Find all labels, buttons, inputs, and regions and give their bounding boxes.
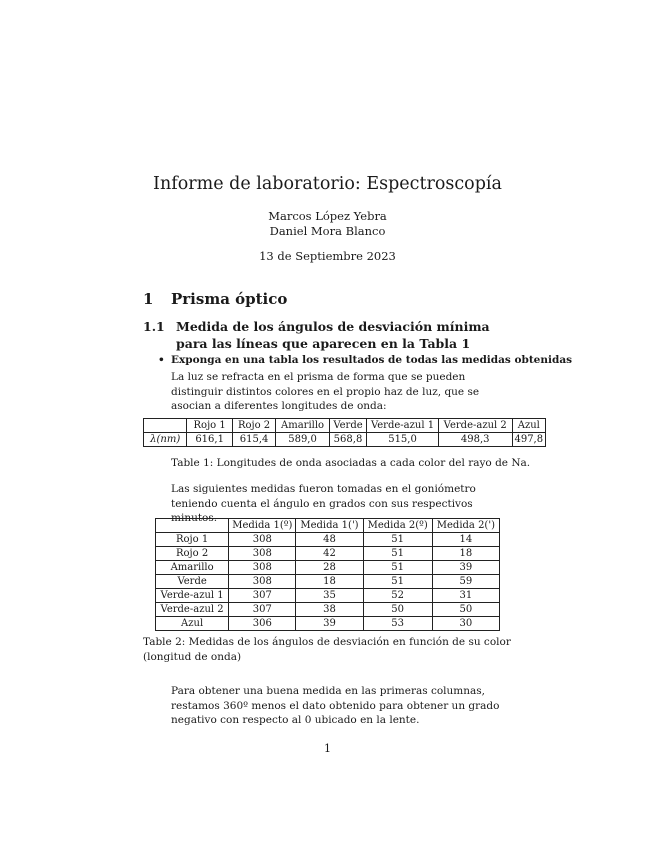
table-row: [156, 575, 500, 589]
table-cell: 28: [296, 561, 363, 575]
table-header-cell: Medida 2(º): [363, 519, 432, 533]
table-cell: 307: [229, 589, 296, 603]
table-cell: 42: [296, 547, 363, 561]
table-cell: 616,1: [187, 433, 232, 447]
table-header-cell: Verde-azul 1: [367, 419, 439, 433]
table-cell: Rojo 1: [156, 533, 229, 547]
table-header-cell: Rojo 1: [187, 419, 232, 433]
table-row-label: λ(nm): [144, 433, 187, 447]
table-header-cell: Medida 1(º): [229, 519, 296, 533]
table-cell: Amarillo: [156, 561, 229, 575]
table-row: [156, 617, 500, 631]
table-cell: 50: [363, 603, 432, 617]
bullet-item: [158, 354, 572, 366]
table-cell: 589,0: [276, 433, 330, 447]
table-cell: Verde-azul 2: [156, 603, 229, 617]
table-cell: 35: [296, 589, 363, 603]
author-2: Daniel Mora Blanco: [269, 224, 386, 238]
table-cell: Azul: [156, 617, 229, 631]
table-header-cell: Medida 2('): [432, 519, 499, 533]
table-cell: 308: [229, 533, 296, 547]
table-cell: 515,0: [367, 433, 439, 447]
table-cell: 59: [432, 575, 499, 589]
table-cell: 51: [363, 575, 432, 589]
table-cell: 498,3: [438, 433, 512, 447]
table-cell: 39: [432, 561, 499, 575]
table-cell: Verde: [156, 575, 229, 589]
intro-paragraph: La luz se refracta en el prisma de forma que se pueden distinguir distintos colores en el propio haz de luz, que se asocian a diferentes longitudes de onda:: [171, 371, 480, 413]
table-header-cell: [144, 419, 187, 433]
table-cell: 306: [229, 617, 296, 631]
table-header-cell: Verde: [329, 419, 366, 433]
table-row: [156, 561, 500, 575]
table-cell: 497,8: [512, 433, 545, 447]
table-cell: 51: [363, 533, 432, 547]
bullet-icon: •: [158, 354, 165, 366]
table-header-cell: Amarillo: [276, 419, 330, 433]
table-cell: 51: [363, 547, 432, 561]
table-cell: 308: [229, 547, 296, 561]
table-row: [156, 603, 500, 617]
section-heading: [143, 290, 287, 308]
table-cell: 18: [296, 575, 363, 589]
table-angles: [155, 518, 500, 631]
page-number: 1: [324, 742, 331, 755]
table-cell: 38: [296, 603, 363, 617]
table-cell: 48: [296, 533, 363, 547]
subsection-heading: [143, 318, 521, 352]
table-cell: 308: [229, 575, 296, 589]
final-paragraph: Para obtener una buena medida en las primeras columnas, restamos 360º menos el dato obtenido para obtener un grado negativo con respecto al 0 ubicado en la lente.: [171, 685, 500, 727]
table-cell: 308: [229, 561, 296, 575]
table-cell: 18: [432, 547, 499, 561]
table-cell: 30: [432, 617, 499, 631]
document-date: 13 de Septiembre 2023: [259, 249, 396, 263]
table-row: [156, 547, 500, 561]
table-header-cell: Rojo 2: [232, 419, 275, 433]
table-header-cell: Verde-azul 2: [438, 419, 512, 433]
table-cell: 39: [296, 617, 363, 631]
table-cell: 51: [363, 561, 432, 575]
table-cell: 31: [432, 589, 499, 603]
table-row: [156, 589, 500, 603]
table1-caption: Table 1: Longitudes de onda asociadas a cada color del rayo de Na.: [171, 457, 531, 469]
document-title: Informe de laboratorio: Espectroscopía: [153, 174, 502, 194]
table-cell: Verde-azul 1: [156, 589, 229, 603]
table-header-cell: Azul: [512, 419, 545, 433]
table-cell: 615,4: [232, 433, 275, 447]
table-header-cell: [156, 519, 229, 533]
table-header-row: [144, 419, 546, 433]
section-title: Prisma óptico: [171, 290, 288, 308]
table-row: [144, 433, 546, 447]
table-cell: 53: [363, 617, 432, 631]
table-row: [156, 533, 500, 547]
table-cell: 50: [432, 603, 499, 617]
subsection-number: 1.1: [143, 319, 165, 334]
table-wavelengths: [143, 418, 546, 447]
table2-caption: Table 2: Medidas de los ángulos de desviación en función de su color (longitud de onda): [143, 636, 511, 663]
table-cell: 307: [229, 603, 296, 617]
section-number: 1: [143, 290, 154, 308]
table-cell: Rojo 2: [156, 547, 229, 561]
table-cell: 14: [432, 533, 499, 547]
measure-paragraph: Las siguientes medidas fueron tomadas en el goniómetro teniendo cuenta el ángulo en grados con sus respectivos minutos.: [171, 483, 476, 525]
author-1: Marcos López Yebra: [268, 209, 387, 223]
bullet-text: Exponga en una tabla los resultados de todas las medidas obtenidas: [171, 354, 573, 366]
subsection-title: Medida de los ángulos de desviación mínima para las líneas que aparecen en la Tabla 1: [176, 319, 490, 351]
table-header-row: [156, 519, 500, 533]
table-cell: 52: [363, 589, 432, 603]
table-cell: 568,8: [329, 433, 366, 447]
table-header-cell: Medida 1('): [296, 519, 363, 533]
